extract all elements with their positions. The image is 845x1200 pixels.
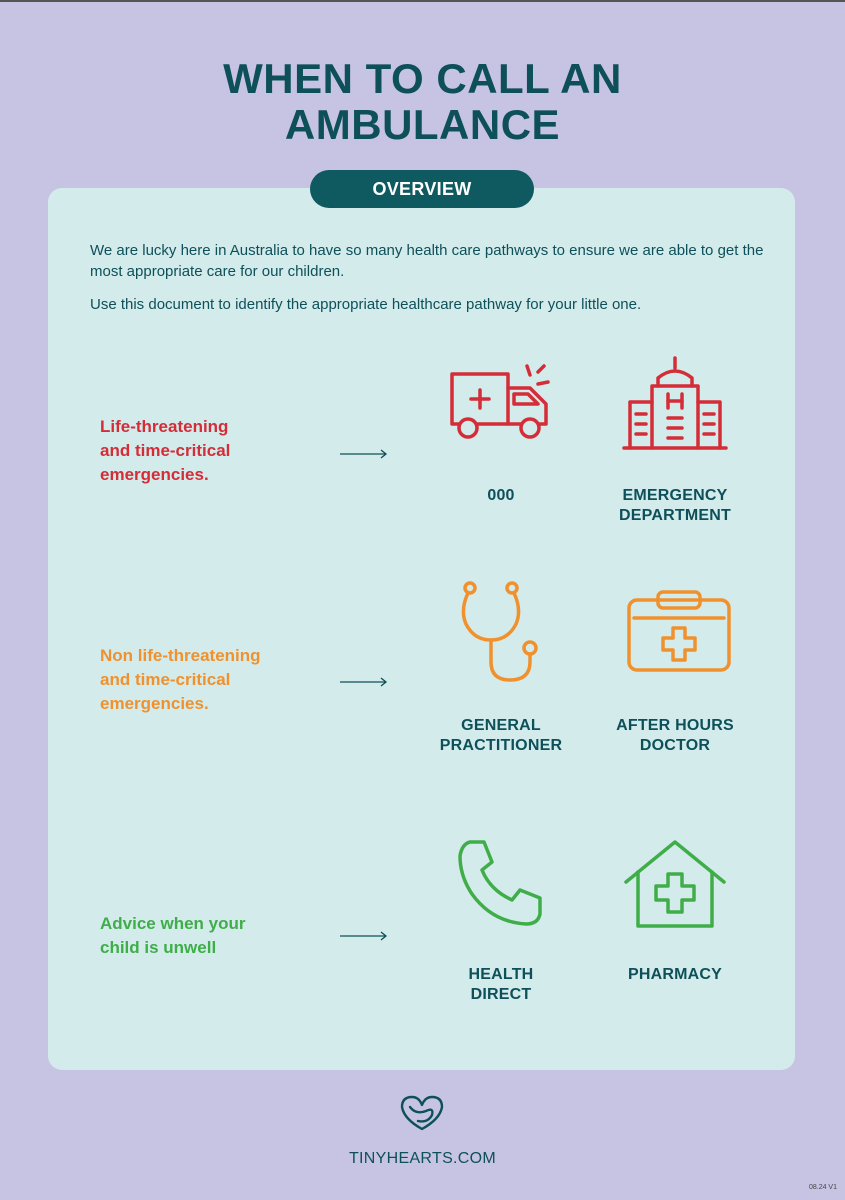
option-line: DIRECT bbox=[470, 986, 532, 1003]
hospital-icon bbox=[622, 356, 728, 452]
category-line: child is unwell bbox=[100, 938, 217, 957]
option-label-general-practitioner bbox=[411, 716, 591, 756]
option-label-000 bbox=[411, 486, 591, 506]
category-line: emergencies. bbox=[100, 465, 209, 484]
category-line: and time-critical bbox=[100, 670, 231, 689]
option-line: HEALTH bbox=[468, 966, 534, 983]
tinyhearts-logo-icon bbox=[398, 1093, 446, 1133]
footer-website[interactable]: TINYHEARTS.COM bbox=[348, 1150, 497, 1167]
option-line: PRACTITIONER bbox=[439, 737, 563, 754]
category-line: Advice when your bbox=[100, 914, 246, 933]
category-line: and time-critical bbox=[100, 441, 231, 460]
ambulance-icon bbox=[448, 362, 552, 444]
title-line-1: WHEN TO CALL AN bbox=[223, 55, 622, 102]
option-label-health-direct bbox=[411, 965, 591, 1005]
option-line: EMERGENCY bbox=[622, 487, 728, 504]
arrow-right-icon bbox=[340, 448, 390, 460]
arrow-right-icon bbox=[340, 676, 390, 688]
option-label-pharmacy bbox=[585, 965, 765, 985]
option-line: GENERAL bbox=[461, 717, 541, 734]
intro-paragraph-1: We are lucky here in Australia to have so many health care pathways to ensure we are able to get the most appropriate care for our children. bbox=[90, 242, 764, 280]
category-advice bbox=[100, 912, 330, 960]
option-line: DOCTOR bbox=[639, 737, 711, 754]
option-line: PHARMACY bbox=[627, 966, 723, 983]
top-border bbox=[0, 0, 845, 2]
intro-paragraph-2: Use this document to identify the appropriate healthcare pathway for your little one. bbox=[90, 296, 642, 313]
version-code: 08.24 V1 bbox=[808, 1184, 837, 1191]
option-label-emergency-department bbox=[585, 486, 765, 526]
category-line: Non life-threatening bbox=[100, 646, 261, 665]
page-title bbox=[0, 56, 845, 148]
stethoscope-icon bbox=[458, 580, 544, 686]
option-line: 000 bbox=[487, 487, 515, 504]
option-line: AFTER HOURS bbox=[616, 717, 734, 734]
category-line: Life-threatening bbox=[100, 417, 229, 436]
arrow-right-icon bbox=[340, 930, 390, 942]
category-line: emergencies. bbox=[100, 694, 209, 713]
pharmacy-icon bbox=[622, 838, 728, 930]
medical-bag-icon bbox=[626, 588, 732, 676]
category-life-threatening bbox=[100, 415, 330, 487]
option-line: DEPARTMENT bbox=[619, 507, 731, 524]
option-label-after-hours-doctor bbox=[585, 716, 765, 756]
overview-badge: OVERVIEW bbox=[310, 170, 534, 208]
title-line-2: AMBULANCE bbox=[284, 101, 561, 148]
category-non-life-threatening bbox=[100, 644, 330, 716]
phone-icon bbox=[456, 838, 548, 930]
